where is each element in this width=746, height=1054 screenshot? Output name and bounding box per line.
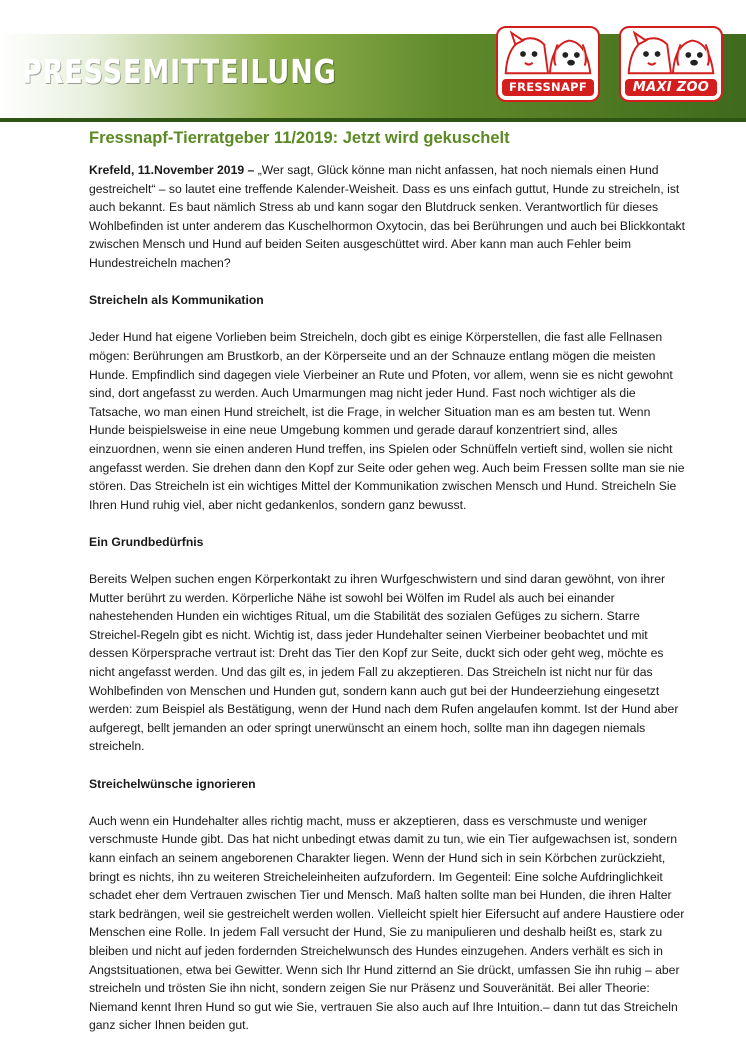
intro-text: „Wer sagt, Glück könne man nicht anfassen, hat noch niemals einen Hund gestreichelt“ – so lautet eine treffende Kalender-Weisheit. Dass es uns einfach guttut, Hunde zu streicheln, ist auch bekannt. Es baut nämlich Stress ab und kann sogar den Blutdruck senken. Verantwortlich für dieses Wohlbefinden ist unter anderem das Kuschelhormon Oxytocin, das bei Berührungen und auch bei Blickkontakt zwischen Mensch und Hund auf beiden Seiten ausgeschüttet wird. Aber kann man auch Fehler beim Hundestreicheln machen? [89, 163, 685, 270]
section-text-kommunikation: Jeder Hund hat eigene Vorlieben beim Streicheln, doch gibt es einige Körperstellen, die fast alle Fellnasen mögen: Berührungen am Brustkorb, an der Körperseite und an der Schnauze entlang mögen die meisten Hunde. Empfindlich sind dagegen viele Vierbeiner an Rute und Pfoten, vor allem, wenn sie es nicht gewohnt sind, dort angefasst zu werden. Auch Umarmungen mag nicht jeder Hund. Fast noch wichtiger als die Tatsache, wo man einen Hund streichelt, ist die Frage, in welcher Situation man es am besten tut. Wenn Hunde beispielsweise in eine neue Umgebung kommen und gerade darauf konzentriert sind, alles einzuordnen, wenn sie einen anderen Hund treffen, ins Spielen oder Schnüffeln vertieft sind, wollen sie nicht angefasst werden. Sie drehen dann den Kopf zur Seite oder gehen weg. Auch beim Fressen sollte man sie nie stören. Das Streicheln ist ein wichtiges Mittel der Kommunikation zwischen Mensch und Hund. Streicheln Sie Ihren Hund ruhig viel, aber nicht gedankenlos, sondern ganz bewusst. [89, 330, 685, 512]
section-text-grundbeduerfnis: Bereits Welpen suchen engen Körperkontakt zu ihren Wurfgeschwistern und sind daran gewöhnt, von ihrer Mutter berührt zu werden. Körperliche Nähe ist sowohl bei Wölfen im Rudel als auch bei einander nahestehenden Hunden ein wichtiges Ritual, um die Stabilität des sozialen Gefüges zu sichern. Starre Streichel-Regeln gibt es nicht. Wichtig ist, dass jeder Hundehalter seinen Vierbeiner beobachtet und mit dessen Körpersprache vertraut ist: Dreht das Tier den Kopf zur Seite, duckt sich oder geht weg, möchte es nicht angefasst werden. Und das gilt es, in jedem Fall zu akzeptieren. Das Streicheln ist nicht nur für das Wohlbefinden von Menschen und Hunden gut, sondern kann auch gut bei der Hundeerziehung eingesetzt werden: zum Beispiel als Bestätigung, wenn der Hund nach dem Rufen angelaufen kommt. Ist der Hund aber aufgeregt, bellt jemanden an oder springt unerwünscht an einem hoch, sollte man ihn dagegen niemals streicheln. [89, 572, 679, 754]
press-release-title: PRESSEMITTEILUNG [22, 52, 337, 91]
cat-dog-mascot-icon [498, 28, 598, 80]
intro-paragraph [89, 161, 689, 273]
document-title: Fressnapf-Tierratgeber 11/2019: Jetzt wird gekuschelt [89, 129, 510, 147]
document-body [89, 161, 689, 1035]
dateline: Krefeld, 11.November 2019 – [89, 163, 255, 177]
maxi-zoo-logo [619, 26, 723, 102]
section-text-streichelwuensche: Auch wenn ein Hundehalter alles richtig macht, muss er akzeptieren, dass es verschmuste und weniger verschmuste Hunde gibt. Das hat nicht unbedingt etwas damit zu tun, wie ein Tier aufgewachsen ist, sondern kann einfach an seinem angeborenen Charakter liegen. Wenn der Hund sich in sein Körbchen zurückzieht, bringt es nichts, ihn zu weiteren Streicheleinheiten aufzufordern. Im Gegenteil: Eine solche Aufdringlichkeit schadet eher dem Vertrauen zwischen Tier und Mensch. Maß halten sollte man bei Hunden, die ihren Halter stark bedrängen, weil sie gestreichelt werden wollen. Vielleicht spielt hier Eifersucht auf andere Haustiere oder Menschen eine Rolle. In jedem Fall versucht der Hund, Sie zu manipulieren und deshalb heißt es, stark zu bleiben und nicht auf jeden fordernden Streichelwunsch des Hundes einzugehen. Anders verhält es sich in Angstsituationen, etwa bei Gewitter. Wenn sich Ihr Hund zitternd an Sie drückt, umfassen Sie ihn ruhig – aber streicheln und trösten Sie ihn nicht, sondern zeigen Sie nur Präsenz und Souveränität. Bei aller Theorie: Niemand kennt Ihren Hund so gut wie Sie, vertrauen Sie also auch auf Ihre Intuition.– dann tut das Streicheln ganz sicher Ihnen beiden gut. [89, 813, 685, 1033]
maxi-zoo-logo-label: MAXI ZOO [625, 79, 717, 96]
fressnapf-logo-label: FRESSNAPF [502, 79, 594, 96]
section-heading-grundbeduerfnis: Ein Grundbedürfnis [89, 534, 204, 549]
cat-dog-mascot-icon [621, 28, 721, 80]
section-heading-streichelwuensche: Streichelwünsche ignorieren [89, 776, 256, 791]
fressnapf-logo [496, 26, 600, 102]
section-heading-kommunikation: Streicheln als Kommunikation [89, 293, 264, 308]
